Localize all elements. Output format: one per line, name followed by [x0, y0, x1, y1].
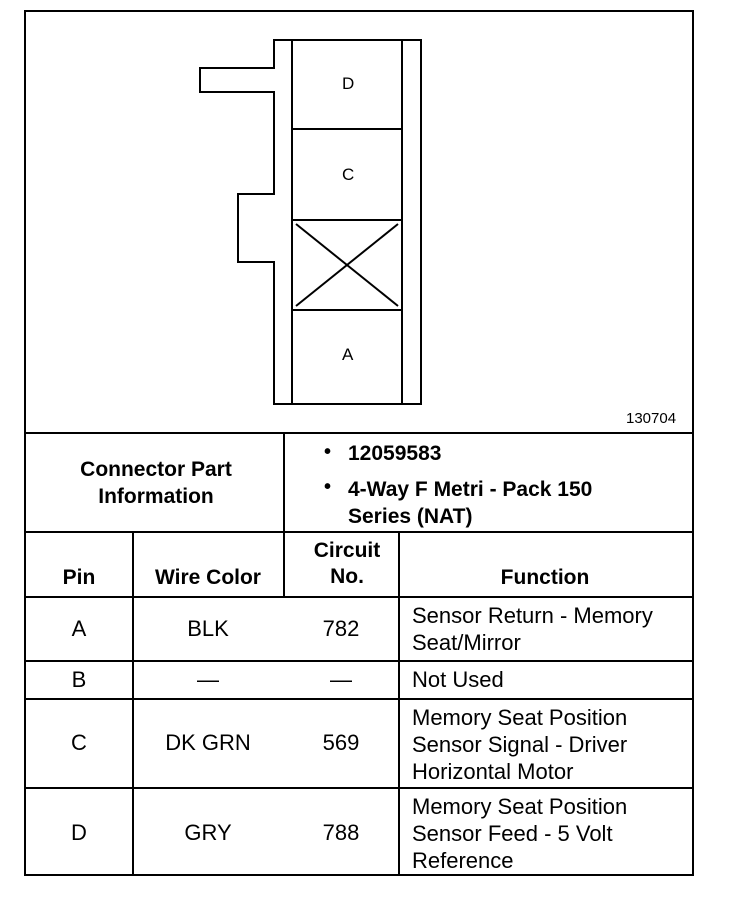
connector-body: [200, 40, 421, 404]
table-row-b-pin: B: [71, 667, 87, 692]
table-border: [283, 432, 285, 596]
table-row-c-pin: C: [71, 730, 87, 755]
bullet-icon: •: [324, 476, 332, 498]
figure-id: 130704: [626, 410, 677, 427]
header-pin: Pin: [62, 566, 96, 589]
connector-diagram: [26, 12, 692, 432]
table-border: [26, 432, 692, 434]
table-row-a-function: Sensor Return - Memory Seat/Mirror: [412, 603, 653, 655]
table-border: [26, 698, 692, 700]
table-border: [26, 660, 692, 662]
table-row-a-wire-color: BLK: [187, 616, 229, 641]
part-description: 4-Way F Metri - Pack 150 Series (NAT): [348, 478, 593, 528]
table-row-c-wire-color: DK GRN: [165, 730, 251, 755]
table-row-d-circuit: 788: [322, 820, 360, 845]
cavity-label-c: C: [342, 165, 355, 184]
part-info-label: Connector Part Information: [80, 458, 232, 508]
table-border: [26, 596, 692, 598]
header-circuit-no: Circuit No.: [313, 539, 381, 588]
table-row-c-circuit: 569: [322, 730, 360, 755]
table-row-c-function: Memory Seat Position Sensor Signal - Driver Horizontal Motor: [412, 705, 628, 784]
table-row-d-function: Memory Seat Position Sensor Feed - 5 Volt Reference: [412, 794, 628, 873]
header-wire-color: Wire Color: [155, 566, 261, 589]
table-border: [26, 787, 692, 789]
header-function: Function: [500, 566, 590, 589]
bullet-icon: •: [324, 441, 332, 463]
part-number: 12059583: [348, 442, 442, 465]
cavity-label-a: A: [342, 345, 354, 364]
connector-frame: [24, 10, 694, 876]
table-row-d-wire-color: GRY: [184, 820, 232, 845]
table-border: [26, 531, 692, 533]
table-row-b-function: Not Used: [412, 667, 504, 692]
table-row-a-circuit: 782: [322, 616, 360, 641]
table-row-a-pin: A: [71, 616, 87, 641]
table-row-b-circuit: —: [330, 667, 352, 692]
cavity-label-d: D: [342, 74, 355, 93]
table-row-d-pin: D: [71, 820, 87, 845]
table-row-b-wire-color: —: [197, 667, 219, 692]
